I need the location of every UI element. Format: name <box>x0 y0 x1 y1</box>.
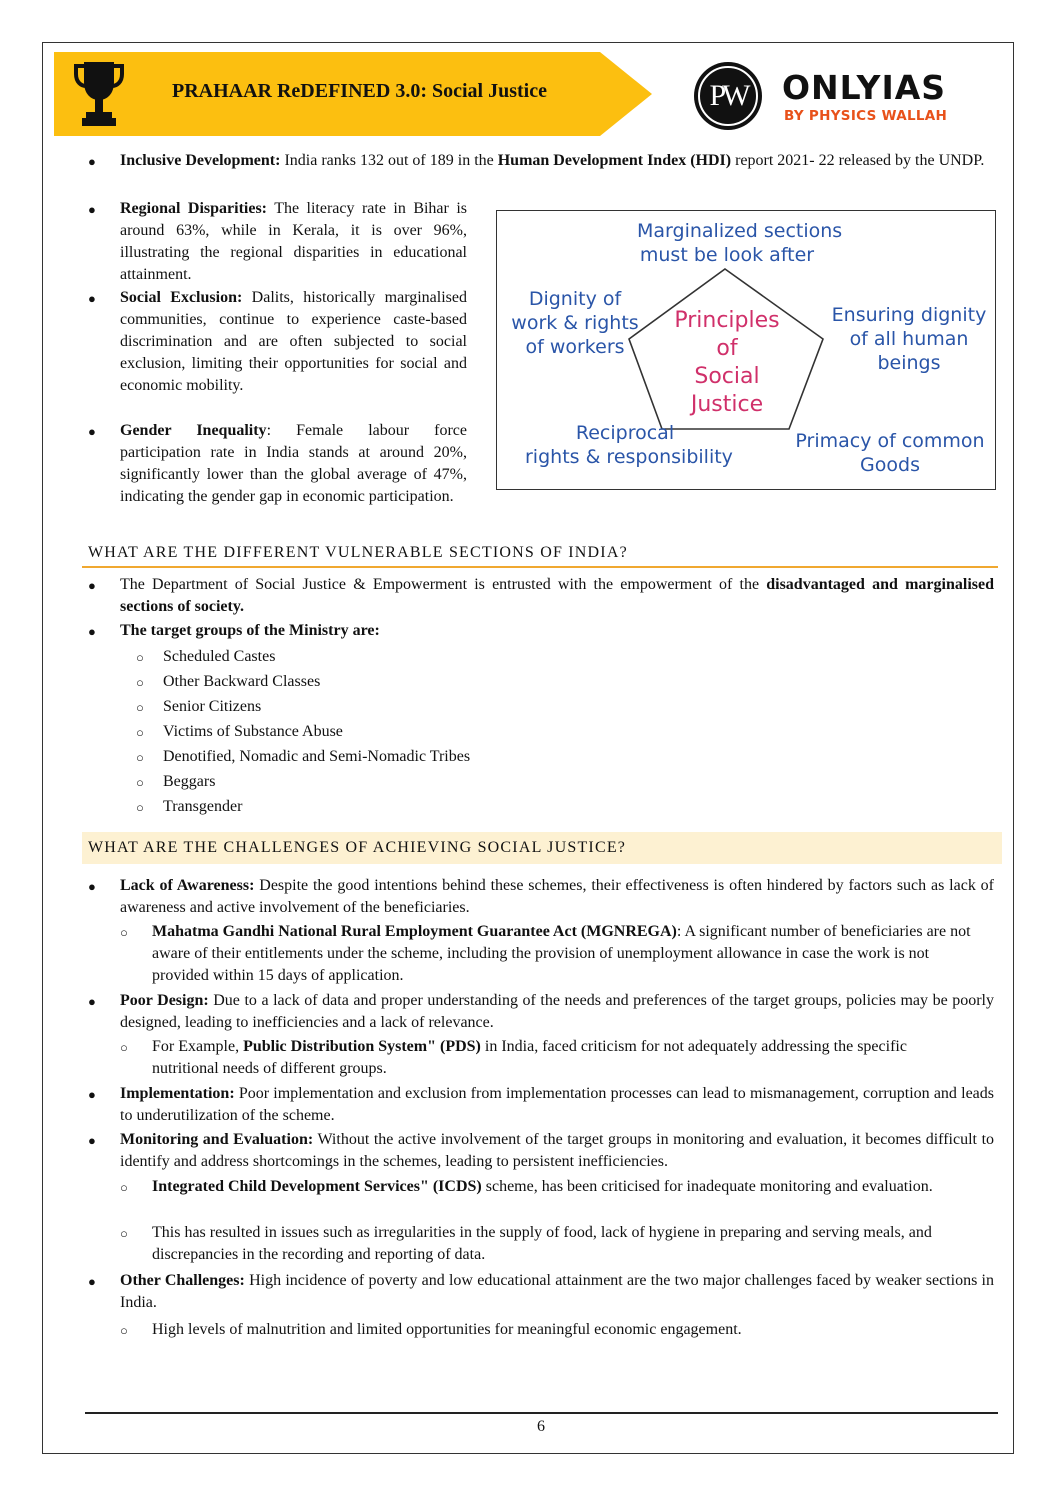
circle-bullet: ○ <box>136 775 144 790</box>
section-heading-vulnerable: WHAT ARE THE DIFFERENT VULNERABLE SECTIONS OF INDIA? <box>88 544 628 561</box>
diagram-label-bottom-left: Reciprocal rights & responsibility <box>525 422 733 468</box>
bullet-dot: ● <box>88 1274 96 1289</box>
bullet-department: The Department of Social Justice & Empowerment is entrusted with the empowerment of the disadvantaged and marginalised sections of society. <box>120 576 994 615</box>
bullet-implementation: Implementation: Poor implementation and exclusion from implementation processes can lead to mismanagement, corruption and leads to underutilization of the scheme. <box>120 1085 994 1124</box>
diagram-label-top: Marginalized sections must be look after <box>637 220 843 266</box>
sub-bullet-icds: Integrated Child Development Services" (ICDS) scheme, has been criticised for inadequate monitoring and evaluation. <box>152 1178 933 1195</box>
bullet-social-exclusion: Social Exclusion: Dalits, historically marginalised communities, continue to experience caste-based discrimination and are often subjected to social exclusion, limiting their opportunities for social and economic mobility. <box>120 289 467 394</box>
circle-bullet: ○ <box>120 1226 128 1241</box>
circle-bullet: ○ <box>120 1180 128 1195</box>
bullet-lack-of-awareness: Lack of Awareness: Despite the good intentions behind these schemes, their effectiveness is often hindered by factors such as lack of awareness and active involvement of the beneficiaries. <box>120 877 994 916</box>
list-item: Senior Citizens <box>163 698 262 715</box>
sub-bullet-pds: For Example, Public Distribution System" (PDS) in India, faced criticism for not adequately addressing the specific nutritional needs of different groups. <box>152 1038 907 1077</box>
section-heading-challenges: WHAT ARE THE CHALLENGES OF ACHIEVING SOCIAL JUSTICE? <box>88 839 627 856</box>
bullet-dot: ● <box>88 291 96 306</box>
pw-logo <box>694 62 762 130</box>
bullet-dot: ● <box>88 994 96 1009</box>
page-number: 6 <box>537 1418 545 1435</box>
circle-bullet: ○ <box>136 675 144 690</box>
trophy-icon <box>74 60 124 128</box>
bullet-poor-design: Poor Design: Due to a lack of data and proper understanding of the needs and preferences of the target groups, policies may be poorly designed, leading to inefficiencies and a lack of relevance. <box>120 992 995 1031</box>
diagram-label-right: Ensuring dignity of all human beings <box>831 304 987 374</box>
brand-subtitle: BY PHYSICS WALLAH <box>784 108 948 124</box>
bullet-other-challenges: Other Challenges: High incidence of poverty and low educational attainment are the two major challenges faced by weaker sections in India. <box>120 1272 994 1311</box>
sub-bullet-malnutrition: High levels of malnutrition and limited opportunities for meaningful economic engagement. <box>152 1321 742 1338</box>
diagram-label-left: Dignity of work & rights of workers <box>511 288 639 358</box>
sub-bullet-mgnrega: Mahatma Gandhi National Rural Employment Guarantee Act (MGNREGA): A significant number of beneficiaries are not aware of their entitlements under the scheme, including the provision of unemployment allowance in case the work is not provided within 15 days of application. <box>152 923 971 984</box>
footer-rule <box>85 1412 998 1414</box>
bullet-dot: ● <box>88 879 96 894</box>
list-item: Denotified, Nomadic and Semi-Nomadic Tribes <box>163 748 471 765</box>
circle-bullet: ○ <box>136 700 144 715</box>
diagram-center-label: Principles of Social Justice <box>674 308 780 417</box>
pw-logo-letters: PW <box>698 66 758 126</box>
circle-bullet: ○ <box>136 800 144 815</box>
bullet-monitoring-evaluation: Monitoring and Evaluation: Without the active involvement of the target groups in monitoring and evaluation, it becomes difficult to identify and address shortcomings in the schemes, leading to persistent inefficiencies. <box>120 1131 995 1170</box>
list-item: Transgender <box>163 798 243 815</box>
circle-bullet: ○ <box>136 650 144 665</box>
circle-bullet: ○ <box>120 1040 128 1055</box>
bullet-dot: ● <box>88 624 96 639</box>
bullet-target-groups: The target groups of the Ministry are: <box>120 622 380 639</box>
bullet-dot: ● <box>88 424 96 439</box>
principles-diagram <box>496 210 996 490</box>
bullet-inclusive-development: Inclusive Development: India ranks 132 out of 189 in the Human Development Index (HDI) report 2021- 22 released by the UNDP. <box>120 152 985 169</box>
circle-bullet: ○ <box>136 725 144 740</box>
list-item: Beggars <box>163 773 216 790</box>
bullet-dot: ● <box>88 202 96 217</box>
bullet-dot: ● <box>88 1133 96 1148</box>
circle-bullet: ○ <box>120 925 128 940</box>
bullet-dot: ● <box>88 578 96 593</box>
diagram-label-bottom-right: Primacy of common Goods <box>795 430 985 476</box>
list-item: Victims of Substance Abuse <box>163 723 343 740</box>
bullet-dot: ● <box>88 154 96 169</box>
heading-underline <box>82 566 998 568</box>
bullet-dot: ● <box>88 1087 96 1102</box>
page-title: PRAHAAR ReDEFINED 3.0: Social Justice <box>172 80 547 102</box>
bullet-regional-disparities: Regional Disparities: The literacy rate in Bihar is around 63%, while in Kerala, it is over 96%, illustrating the regional disparities in educational attainment. <box>120 200 467 283</box>
sub-bullet-icds-issues: This has resulted in issues such as irregularities in the supply of food, lack of hygiene in preparing and serving meals, and discrepancies in the recording and reporting of data. <box>152 1224 932 1263</box>
circle-bullet: ○ <box>136 750 144 765</box>
brand-name: ONLYIAS <box>782 68 947 107</box>
bullet-gender-inequality: Gender Inequality: Female labour force participation rate in India stands at around 20%, significantly lower than the global average of 47%, indicating the gender gap in economic participation. <box>120 422 467 505</box>
list-item: Scheduled Castes <box>163 648 276 665</box>
list-item: Other Backward Classes <box>163 673 321 690</box>
circle-bullet: ○ <box>120 1323 128 1338</box>
